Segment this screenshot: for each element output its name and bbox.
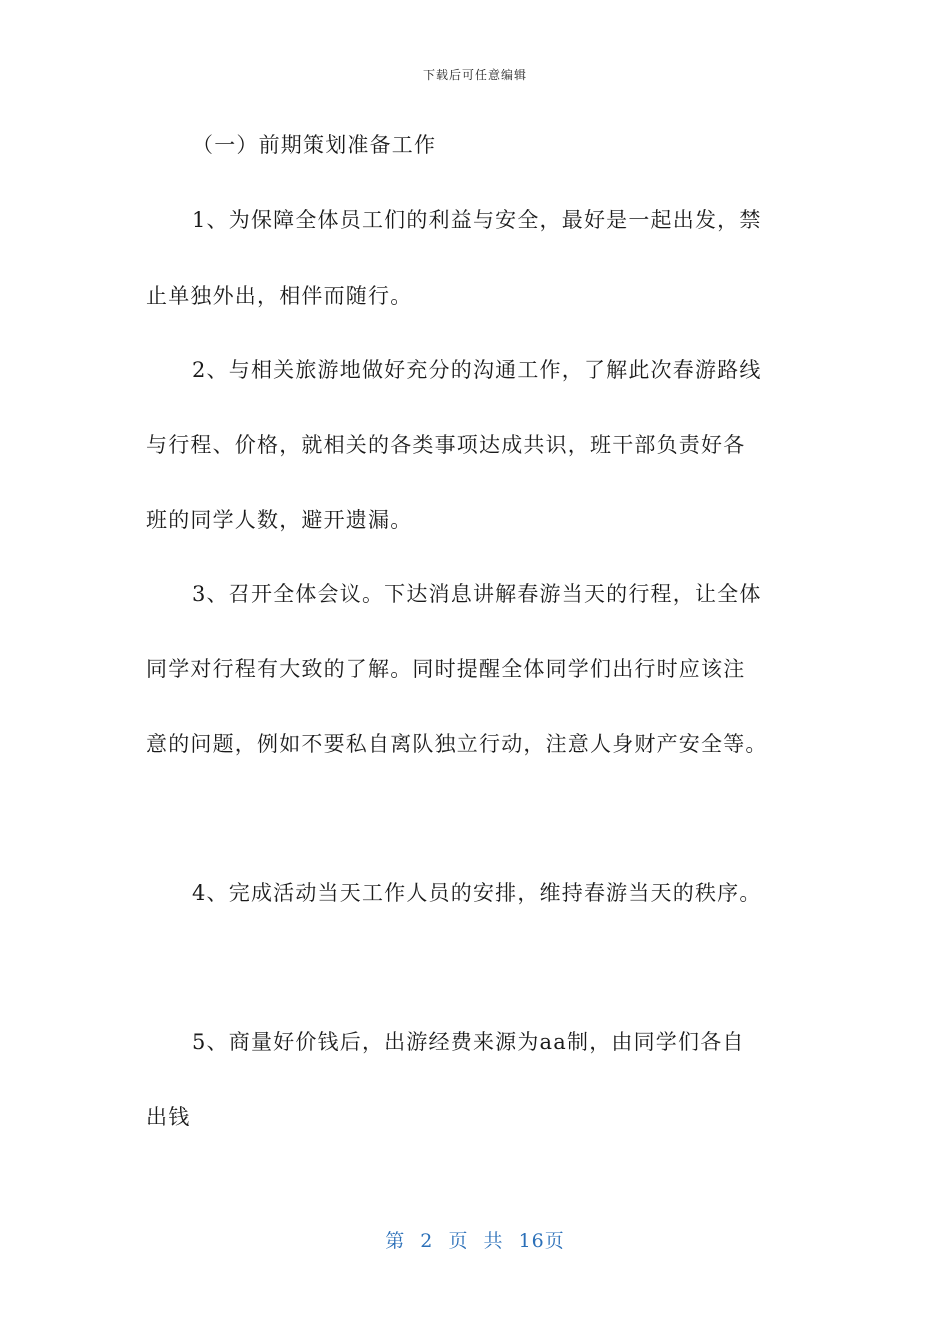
- paragraph-1-line-2: 止单独外出，相伴而随行。: [146, 284, 413, 308]
- paragraph-3-line-2: 同学对行程有大致的了解。同时提醒全体同学们出行时应该注: [146, 657, 746, 681]
- paragraph-4-line-1: 4、完成活动当天工作人员的安排，维持春游当天的秩序。: [192, 881, 762, 905]
- page-footer: [0, 1226, 950, 1253]
- footer-label-di: 第: [385, 1230, 406, 1252]
- paragraph-3-line-3: 意的问题，例如不要私自离队独立行动，注意人身财产安全等。: [146, 732, 768, 756]
- section-heading: （一）前期策划准备工作: [192, 133, 437, 157]
- paragraph-3-line-1: 3、召开全体会议。下达消息讲解春游当天的行程，让全体: [192, 582, 762, 606]
- paragraph-2-line-2: 与行程、价格，就相关的各类事项达成共识，班干部负责好各: [146, 433, 746, 457]
- footer-label-ye: 页: [448, 1230, 469, 1252]
- paragraph-2-line-1: 2、与相关旅游地做好充分的沟通工作，了解此次春游路线: [192, 358, 762, 382]
- paragraph-1-line-1: 1、为保障全体员工们的利益与安全，最好是一起出发，禁: [192, 208, 762, 232]
- footer-current-page: 2: [420, 1230, 434, 1252]
- paragraph-5-line-2: 出钱: [146, 1105, 191, 1129]
- paragraph-5-line-1: 5、商量好价钱后，出游经费来源为aa制，由同学们各自: [192, 1030, 745, 1054]
- footer-total-pages: 16页: [518, 1230, 565, 1252]
- paragraph-2-line-3: 班的同学人数，避开遗漏。: [146, 508, 413, 532]
- header-note: 下载后可任意编辑: [422, 68, 527, 82]
- footer-label-gong: 共: [483, 1230, 504, 1252]
